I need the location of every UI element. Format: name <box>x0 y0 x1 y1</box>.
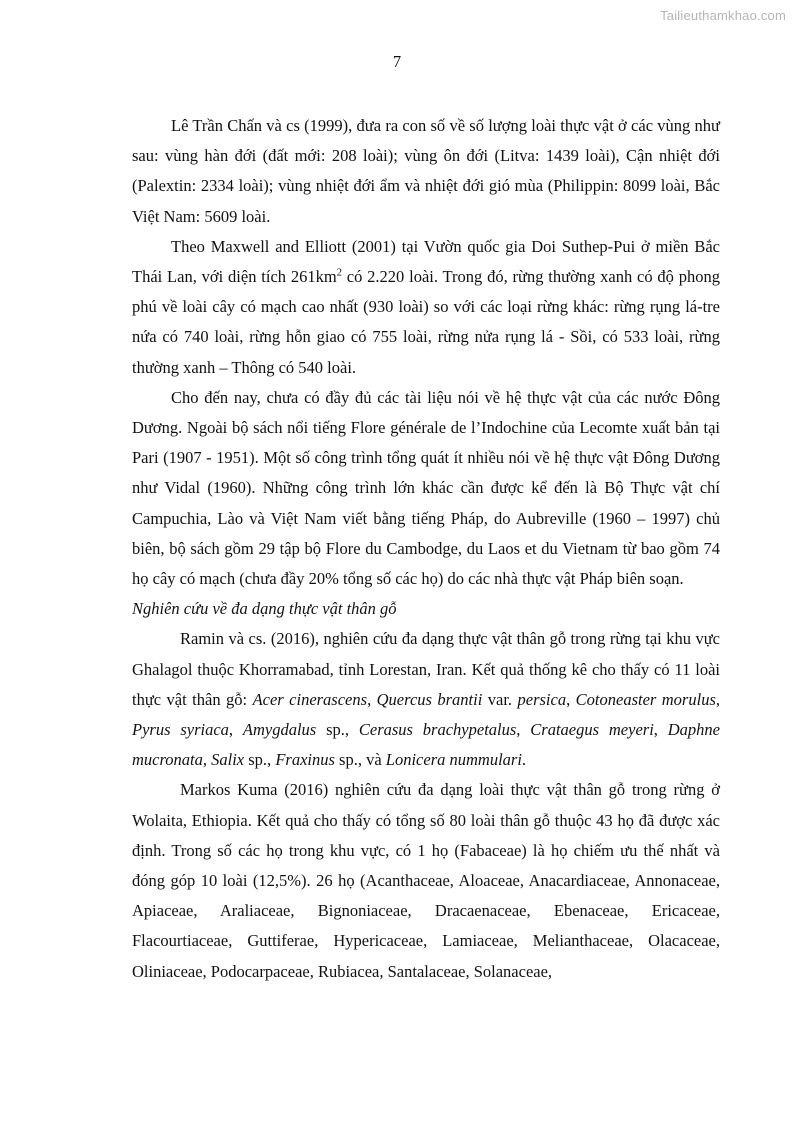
separator: , <box>653 720 668 740</box>
superscript: 2 <box>336 267 342 279</box>
species-name: Acer cinerascens <box>252 689 368 709</box>
separator: , <box>228 720 243 740</box>
species-name: Cerasus brachypetalus <box>358 720 517 740</box>
paragraph-text: Theo Maxwell and Elliott (2001) tại Vườn quốc gia Doi Suthep-Pui ở miền Bắc Thái Lan, với diện tích 261km <box>132 236 720 287</box>
separator: sp., <box>244 750 276 770</box>
species-name: Daphne mucronata <box>132 720 721 770</box>
species-name: Pyrus syriaca <box>132 720 229 740</box>
species-name: persica <box>517 689 567 709</box>
separator: , <box>367 689 377 709</box>
separator: , <box>516 720 531 740</box>
species-name: Quercus brantii <box>376 689 483 709</box>
paragraph-text: có 2.220 loài. Trong đó, rừng thường xanh có độ phong phú về loài cây có mạch cao nhất (930 loài) so với các loại rừng khác: rừng rụng lá-tre nứa có 740 loài, rừng hỗn giao có 755 loài, rừng nửa rụng lá - Sồi, có 533 loài, rừng thường xanh – Thông có 540 loài. <box>132 267 720 377</box>
separator: , <box>202 750 212 770</box>
species-name: Fraxinus <box>275 750 335 770</box>
paragraph-species-counts: Lê Trần Chấn và cs (1999), đưa ra con số về số lượng loài thực vật ở các vùng như sau: vùng hàn đới (đất mới: 208 loài); vùng ôn đới (Litva: 1439 loài), Cận nhiệt đới (Palextin: 2334 loài); vùng nhiệt đới ẩm và nhiệt đới gió mùa (Philippin: 8099 loài, Bắc Việt Nam: 5609 loài. <box>132 116 720 226</box>
separator: sp., và <box>334 750 386 770</box>
species-name: Lonicera nummulari <box>385 750 522 770</box>
paragraph-ramin-study <box>132 624 720 775</box>
section-heading: Nghiên cứu về đa dạng thực vật thân gỗ <box>132 599 397 619</box>
species-name: Salix <box>211 750 245 770</box>
paragraph-markos-kuma-study: Markos Kuma (2016) nghiên cứu đa dạng loài thực vật thân gỗ trong rừng ở Wolaita, Ethiopia. Kết quả cho thấy có tổng số 80 loài thân gỗ thuộc 43 họ đã được xác định. Trong số các họ trong khu vực, có 1 họ (Fabaceae) là họ chiếm ưu thế nhất và đóng góp 10 loài (12,5%). 26 họ (Acanthaceae, Aloaceae, Anacardiaceae, Annonaceae, Apiaceae, Araliaceae, Bignoniaceae, Dracaenaceae, Ebenaceae, Ericaceae, Flacourtiaceae, Guttiferae, Hypericaceae, Lamiaceae, Melianthaceae, Olacaceae, Oliniaceae, Podocarpaceae, Rubiacea, Santalaceae, Solanaceae, <box>132 780 720 981</box>
species-name: Cotoneaster morulus <box>575 689 716 709</box>
watermark: Tailieuthamkhao.com <box>660 8 786 23</box>
paragraph-indochina-flora: Cho đến nay, chưa có đầy đủ các tài liệu nói về hệ thực vật của các nước Đông Dương. Ngoài bộ sách nổi tiếng Flore générale de l’Indochine của Lecomte xuất bản tại Pari (1907 - 1951). Một số công trình tổng quát ít nhiều nói về hệ thực vật Đông Dương như Vidal (1960). Những công trình lớn khác cần được kể đến là Bộ Thực vật chí Campuchia, Lào và Việt Nam viết bằng tiếng Pháp, do Aubreville (1960 – 1997) chủ biên, bộ sách gồm 29 tập bộ Flore du Cambodge, du Laos et du Vietnam từ bao gồm 74 họ cây có mạch (chưa đầy 20% tổng số các họ) do các nhà thực vật Pháp biên soạn. <box>132 387 720 589</box>
species-name: Amygdalus <box>242 720 317 740</box>
document-body <box>132 111 720 987</box>
separator: sp., <box>316 720 359 740</box>
separator: var. <box>482 689 518 709</box>
separator: , <box>566 689 576 709</box>
paragraph-doi-suthep-pui <box>132 232 720 383</box>
separator: , <box>715 689 720 709</box>
page-number: 7 <box>392 52 402 71</box>
species-name: Crataegus meyeri <box>530 720 654 740</box>
separator: . <box>521 750 527 770</box>
paragraph-text: Ramin và cs. (2016), nghiên cứu đa dạng thực vật thân gỗ trong rừng tại khu vực Ghalagol thuộc Khorramabad, tỉnh Lorestan, Iran. Kết quả thống kê cho thấy có 11 loài thực vật thân gỗ: <box>132 629 720 709</box>
